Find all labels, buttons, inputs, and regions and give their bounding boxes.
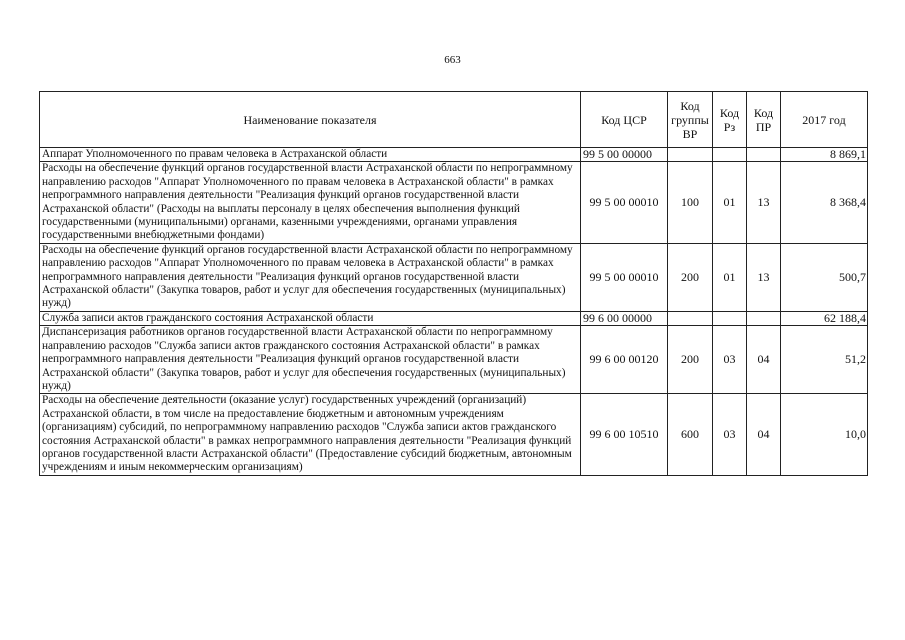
row-name: Аппарат Уполномоченного по правам человека в Астраханской области	[40, 148, 581, 162]
page-number: 663	[444, 54, 461, 66]
header-year: 2017 год	[781, 92, 868, 148]
row-csr: 99 6 00 00000	[581, 311, 668, 325]
row-pr: 04	[747, 394, 781, 475]
table-header-row	[40, 92, 868, 148]
row-csr: 99 5 00 00010	[581, 162, 668, 243]
row-vr	[668, 148, 713, 162]
table-row	[40, 326, 868, 394]
row-vr	[668, 311, 713, 325]
budget-table	[39, 91, 868, 476]
row-vr: 200	[668, 326, 713, 394]
row-vr: 600	[668, 394, 713, 475]
row-csr: 99 6 00 10510	[581, 394, 668, 475]
row-amount: 8 368,4	[781, 162, 868, 243]
row-csr: 99 5 00 00010	[581, 243, 668, 311]
row-csr: 99 5 00 00000	[581, 148, 668, 162]
row-csr: 99 6 00 00120	[581, 326, 668, 394]
row-pr: 13	[747, 162, 781, 243]
table-row	[40, 162, 868, 243]
row-amount: 8 869,1	[781, 148, 868, 162]
header-pr: Код ПР	[747, 92, 781, 148]
header-rz: Код Рз	[713, 92, 747, 148]
row-rz: 03	[713, 326, 747, 394]
header-name: Наименование показателя	[40, 92, 581, 148]
row-name: Расходы на обеспечение функций органов государственной власти Астраханской области по непрограммному направлению расходов "Аппарат Уполномоченного по правам человека в Астраханской области" в рамках непрограммного направления деятельности "Реализация функций органов государственной власти Астраханской области" (Закупка товаров, работ и услуг для обеспечения государственных (муниципальных) нужд)	[40, 243, 581, 311]
table-row	[40, 148, 868, 162]
row-vr: 100	[668, 162, 713, 243]
row-amount: 62 188,4	[781, 311, 868, 325]
table-row	[40, 243, 868, 311]
header-csr: Код ЦСР	[581, 92, 668, 148]
row-pr	[747, 148, 781, 162]
row-rz	[713, 311, 747, 325]
row-pr: 13	[747, 243, 781, 311]
row-amount: 10,0	[781, 394, 868, 475]
row-rz: 03	[713, 394, 747, 475]
header-vr: Код группы ВР	[668, 92, 713, 148]
row-pr	[747, 311, 781, 325]
row-rz: 01	[713, 243, 747, 311]
row-name: Расходы на обеспечение деятельности (оказание услуг) государственных учреждений (организаций) Астраханской области, в том числе на предоставление бюджетным и автономным учреждениям (организациям) субсидий, по непрограммному направлению расходов "Служба записи актов гражданского состояния Астраханской области" в рамках непрограммного направления деятельности "Реализация функций органов государственной власти Астраханской области" (Предоставление субсидий бюджетным, автономным учреждениям и иным некоммерческим организациям)	[40, 394, 581, 475]
row-pr: 04	[747, 326, 781, 394]
row-amount: 500,7	[781, 243, 868, 311]
row-rz: 01	[713, 162, 747, 243]
table-row	[40, 311, 868, 325]
row-name: Расходы на обеспечение функций органов государственной власти Астраханской области по непрограммному направлению расходов "Аппарат Уполномоченного по правам человека в Астраханской области" в рамках непрограммного направления деятельности "Реализация функций органов государственной власти Астраханской области" (Расходы на выплаты персоналу в целях обеспечения выполнения функций государственными (муниципальными) органами, казенными учреждениями, органами управления государственными внебюджетными фондами)	[40, 162, 581, 243]
row-name: Диспансеризация работников органов государственной власти Астраханской области по непрограммному направлению расходов "Служба записи актов гражданского состояния Астраханской области" в рамках непрограммного направления деятельности "Реализация функций органов государственной власти Астраханской области" (Закупка товаров, работ и услуг для обеспечения государственных (муниципальных) нужд)	[40, 326, 581, 394]
row-amount: 51,2	[781, 326, 868, 394]
row-name: Служба записи актов гражданского состояния Астраханской области	[40, 311, 581, 325]
row-rz	[713, 148, 747, 162]
table-row	[40, 394, 868, 475]
row-vr: 200	[668, 243, 713, 311]
